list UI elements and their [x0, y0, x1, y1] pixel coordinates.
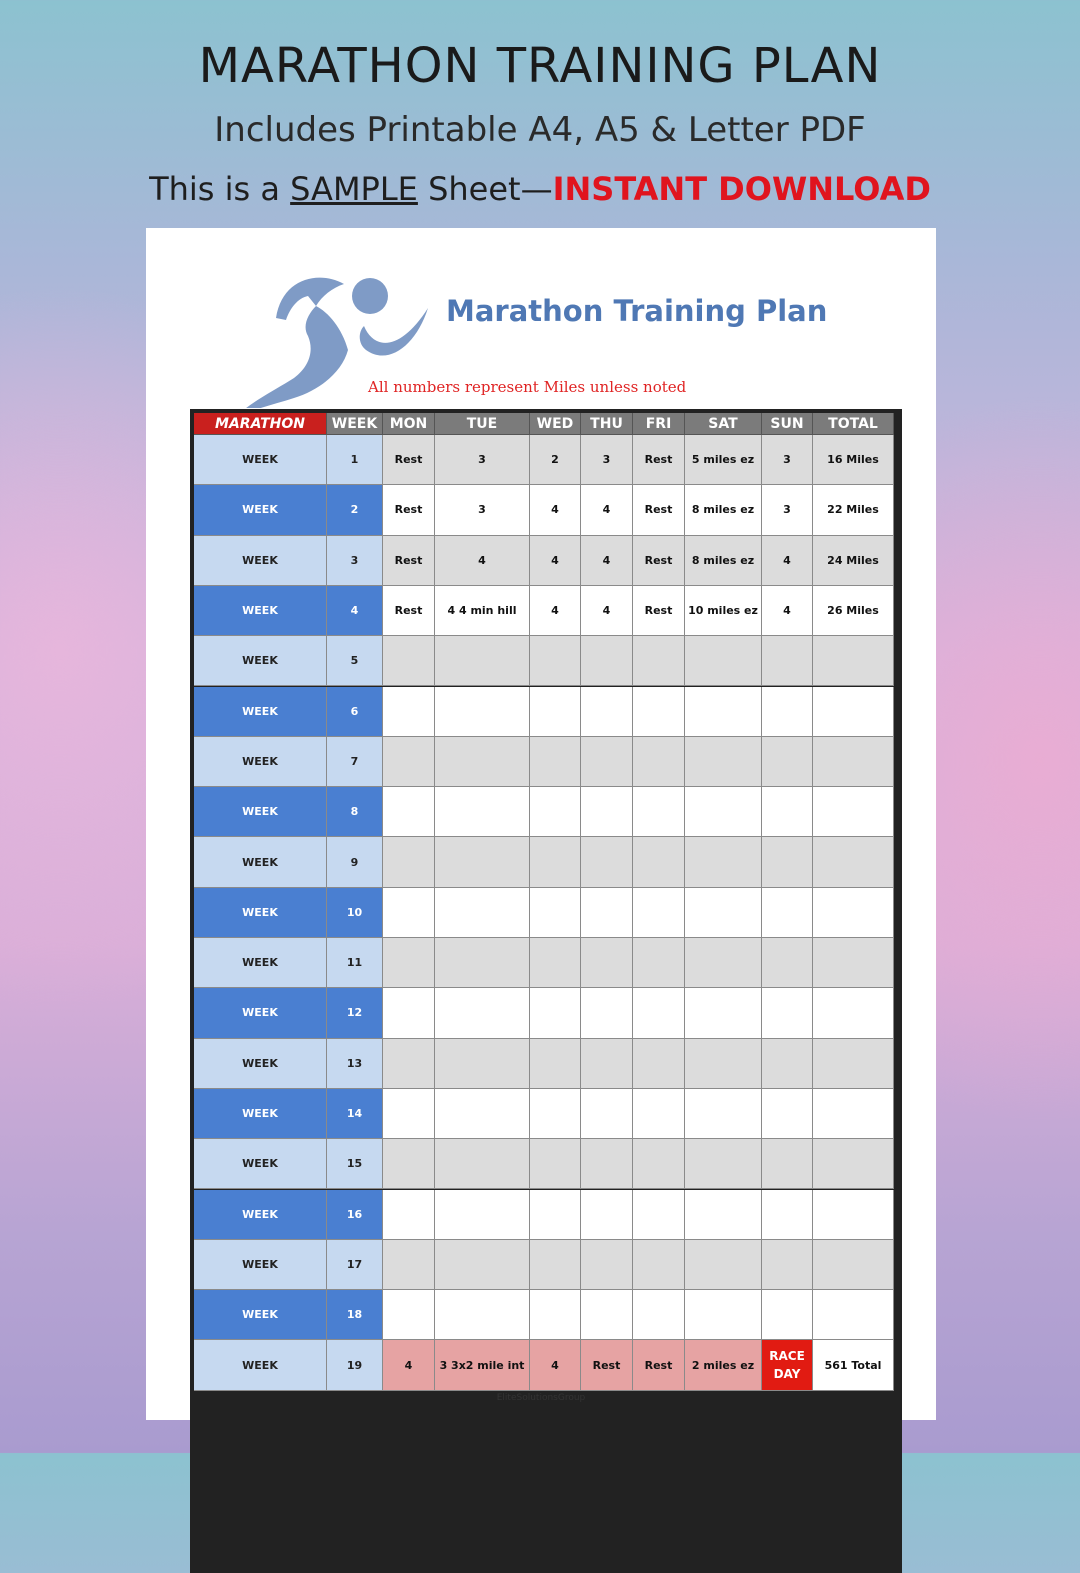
day-cell-thu: [581, 737, 633, 787]
header-thu: THU: [581, 413, 633, 435]
day-cell-sun: 3: [762, 485, 813, 535]
week-number: 19: [327, 1340, 383, 1390]
day-cell-sat: [685, 888, 762, 938]
week-label: WEEK: [194, 586, 327, 636]
day-cell-tue: [435, 1139, 530, 1189]
day-cell-sun: [762, 938, 813, 988]
day-cell-thu: [581, 938, 633, 988]
day-cell-total: [813, 636, 894, 686]
day-cell-fri: [633, 1089, 685, 1139]
week-label: WEEK: [194, 1340, 327, 1390]
day-cell-total: [813, 787, 894, 837]
day-cell-sat: [685, 687, 762, 737]
day-cell-sat: [685, 737, 762, 787]
day-cell-wed: [530, 1039, 581, 1089]
week-number: 12: [327, 988, 383, 1038]
header-sun: SUN: [762, 413, 813, 435]
day-cell-wed: [530, 988, 581, 1038]
day-cell-sun: [762, 636, 813, 686]
hero-sample-line: [0, 170, 1080, 208]
hero-subtitle: Includes Printable A4, A5 & Letter PDF: [214, 110, 866, 150]
day-cell-wed: 4: [530, 1340, 581, 1390]
day-cell-tue: [435, 636, 530, 686]
day-cell-wed: [530, 1139, 581, 1189]
day-cell-total: 561 Total: [813, 1340, 894, 1390]
day-cell-fri: [633, 988, 685, 1038]
day-cell-tue: [435, 1190, 530, 1240]
week-label: WEEK: [194, 837, 327, 887]
day-cell-mon: [383, 1290, 435, 1340]
week-label: WEEK: [194, 435, 327, 485]
week-number: 13: [327, 1039, 383, 1089]
day-cell-fri: Rest: [633, 485, 685, 535]
day-cell-sun: [762, 687, 813, 737]
week-label: WEEK: [194, 1089, 327, 1139]
week-number: 9: [327, 837, 383, 887]
week-label: WEEK: [194, 1190, 327, 1240]
day-cell-wed: [530, 1089, 581, 1139]
day-cell-fri: [633, 1240, 685, 1290]
day-cell-sun: [762, 1190, 813, 1240]
day-cell-mon: [383, 1139, 435, 1189]
week-label: WEEK: [194, 687, 327, 737]
day-cell-thu: 4: [581, 485, 633, 535]
day-cell-sat: 8 miles ez: [685, 485, 762, 535]
day-cell-mon: [383, 1089, 435, 1139]
header-marathon: MARATHON: [194, 413, 327, 435]
day-cell-sun: [762, 1290, 813, 1340]
day-cell-fri: [633, 737, 685, 787]
day-cell-sun: [762, 837, 813, 887]
day-cell-tue: [435, 938, 530, 988]
day-cell-tue: [435, 1240, 530, 1290]
week-label: WEEK: [194, 1290, 327, 1340]
day-cell-sat: 2 miles ez: [685, 1340, 762, 1390]
day-cell-thu: Rest: [581, 1340, 633, 1390]
week-label: WEEK: [194, 536, 327, 586]
day-cell-sun: 3: [762, 435, 813, 485]
week-label: WEEK: [194, 737, 327, 787]
day-cell-total: [813, 988, 894, 1038]
day-cell-total: [813, 687, 894, 737]
day-cell-mon: [383, 737, 435, 787]
day-cell-tue: [435, 1089, 530, 1139]
day-cell-total: [813, 1290, 894, 1340]
day-cell-mon: [383, 636, 435, 686]
day-cell-fri: [633, 636, 685, 686]
day-cell-sun: [762, 1139, 813, 1189]
day-cell-wed: 4: [530, 536, 581, 586]
week-label: WEEK: [194, 1039, 327, 1089]
week-label: WEEK: [194, 988, 327, 1038]
day-cell-mon: [383, 888, 435, 938]
day-cell-wed: [530, 687, 581, 737]
day-cell-mon: Rest: [383, 435, 435, 485]
day-cell-sun: [762, 1039, 813, 1089]
day-cell-mon: [383, 687, 435, 737]
day-cell-tue: 3: [435, 485, 530, 535]
day-cell-fri: Rest: [633, 435, 685, 485]
week-number: 8: [327, 787, 383, 837]
week-number: 11: [327, 938, 383, 988]
day-cell-thu: [581, 1139, 633, 1189]
day-cell-wed: [530, 787, 581, 837]
week-number: 18: [327, 1290, 383, 1340]
day-cell-thu: [581, 1039, 633, 1089]
day-cell-sat: [685, 988, 762, 1038]
day-cell-thu: [581, 1240, 633, 1290]
header-fri: FRI: [633, 413, 685, 435]
day-cell-total: [813, 737, 894, 787]
week-number: 2: [327, 485, 383, 535]
day-cell-fri: [633, 888, 685, 938]
day-cell-wed: [530, 837, 581, 887]
header-week: WEEK: [327, 413, 383, 435]
week-number: 17: [327, 1240, 383, 1290]
day-cell-fri: [633, 1039, 685, 1089]
day-cell-mon: [383, 988, 435, 1038]
day-cell-thu: [581, 837, 633, 887]
hero-line-prefix: This is a: [149, 170, 291, 208]
day-cell-fri: Rest: [633, 1340, 685, 1390]
day-cell-thu: [581, 636, 633, 686]
day-cell-mon: Rest: [383, 586, 435, 636]
sample-sheet: [146, 228, 936, 1420]
week-number: 16: [327, 1190, 383, 1240]
day-cell-thu: [581, 988, 633, 1038]
week-number: 4: [327, 586, 383, 636]
day-cell-sun: [762, 787, 813, 837]
day-cell-mon: [383, 1039, 435, 1089]
day-cell-mon: Rest: [383, 485, 435, 535]
week-label: WEEK: [194, 888, 327, 938]
day-cell-tue: [435, 837, 530, 887]
day-cell-total: [813, 837, 894, 887]
day-cell-wed: [530, 1240, 581, 1290]
day-cell-total: 22 Miles: [813, 485, 894, 535]
day-cell-sun: [762, 1089, 813, 1139]
header-mon: MON: [383, 413, 435, 435]
header-tue: TUE: [435, 413, 530, 435]
week-label: WEEK: [194, 1139, 327, 1189]
day-cell-sat: [685, 1290, 762, 1340]
day-cell-sun: [762, 888, 813, 938]
day-cell-total: [813, 1139, 894, 1189]
units-note: All numbers represent Miles unless noted: [368, 378, 687, 396]
day-cell-tue: [435, 687, 530, 737]
week-number: 3: [327, 536, 383, 586]
day-cell-sat: 8 miles ez: [685, 536, 762, 586]
day-cell-tue: 4: [435, 536, 530, 586]
hero-title: MARATHON TRAINING PLAN: [198, 38, 882, 94]
day-cell-sat: [685, 1139, 762, 1189]
day-cell-fri: [633, 938, 685, 988]
day-cell-total: [813, 1039, 894, 1089]
header-wed: WED: [530, 413, 581, 435]
day-cell-mon: [383, 787, 435, 837]
day-cell-tue: 3 3x2 mile int: [435, 1340, 530, 1390]
day-cell-mon: [383, 1190, 435, 1240]
day-cell-wed: [530, 1290, 581, 1340]
day-cell-mon: Rest: [383, 536, 435, 586]
day-cell-thu: [581, 1190, 633, 1240]
day-cell-tue: [435, 1039, 530, 1089]
sheet-title: Marathon Training Plan: [446, 294, 828, 328]
day-cell-wed: 2: [530, 435, 581, 485]
day-cell-sat: 5 miles ez: [685, 435, 762, 485]
day-cell-wed: [530, 737, 581, 787]
day-cell-thu: 3: [581, 435, 633, 485]
day-cell-wed: [530, 888, 581, 938]
sheet-footer: EliteSolutionsGroup: [496, 1393, 586, 1403]
day-cell-thu: [581, 1290, 633, 1340]
day-cell-sat: [685, 636, 762, 686]
day-cell-sat: 10 miles ez: [685, 586, 762, 636]
day-cell-total: 16 Miles: [813, 435, 894, 485]
day-cell-fri: [633, 787, 685, 837]
day-cell-tue: [435, 988, 530, 1038]
day-cell-wed: [530, 1190, 581, 1240]
header-sat: SAT: [685, 413, 762, 435]
day-cell-fri: Rest: [633, 586, 685, 636]
day-cell-wed: 4: [530, 586, 581, 636]
day-cell-tue: 3: [435, 435, 530, 485]
day-cell-total: [813, 1089, 894, 1139]
week-label: WEEK: [194, 787, 327, 837]
day-cell-fri: Rest: [633, 536, 685, 586]
day-cell-sun: [762, 1240, 813, 1290]
week-label: WEEK: [194, 1240, 327, 1290]
day-cell-mon: [383, 837, 435, 887]
day-cell-total: [813, 1240, 894, 1290]
week-number: 10: [327, 888, 383, 938]
week-number: 14: [327, 1089, 383, 1139]
day-cell-sat: [685, 1190, 762, 1240]
week-number: 6: [327, 687, 383, 737]
race-day-badge: RACE DAY: [762, 1340, 813, 1390]
header-total: TOTAL: [813, 413, 894, 435]
day-cell-sat: [685, 1089, 762, 1139]
week-label: WEEK: [194, 636, 327, 686]
day-cell-sun: 4: [762, 586, 813, 636]
day-cell-sat: [685, 837, 762, 887]
day-cell-total: 26 Miles: [813, 586, 894, 636]
day-cell-thu: 4: [581, 586, 633, 636]
day-cell-sat: [685, 1039, 762, 1089]
week-label: WEEK: [194, 485, 327, 535]
day-cell-mon: 4: [383, 1340, 435, 1390]
day-cell-wed: [530, 938, 581, 988]
day-cell-thu: [581, 787, 633, 837]
day-cell-tue: [435, 737, 530, 787]
day-cell-wed: [530, 636, 581, 686]
day-cell-fri: [633, 1139, 685, 1189]
day-cell-total: [813, 888, 894, 938]
day-cell-wed: 4: [530, 485, 581, 535]
day-cell-tue: [435, 1290, 530, 1340]
week-number: 5: [327, 636, 383, 686]
day-cell-sat: [685, 938, 762, 988]
day-cell-mon: [383, 1240, 435, 1290]
hero-line-mid: Sheet—: [417, 170, 553, 208]
day-cell-fri: [633, 837, 685, 887]
day-cell-thu: 4: [581, 536, 633, 586]
day-cell-thu: [581, 1089, 633, 1139]
day-cell-sun: [762, 737, 813, 787]
hero-line-sample: SAMPLE: [290, 170, 418, 208]
day-cell-fri: [633, 687, 685, 737]
week-number: 15: [327, 1139, 383, 1189]
day-cell-sun: [762, 988, 813, 1038]
day-cell-total: 24 Miles: [813, 536, 894, 586]
day-cell-tue: [435, 888, 530, 938]
day-cell-total: [813, 938, 894, 988]
day-cell-tue: [435, 787, 530, 837]
day-cell-mon: [383, 938, 435, 988]
instant-download-label: INSTANT DOWNLOAD: [552, 170, 931, 208]
day-cell-sat: [685, 1240, 762, 1290]
day-cell-tue: 4 4 min hill: [435, 586, 530, 636]
week-number: 1: [327, 435, 383, 485]
day-cell-fri: [633, 1290, 685, 1340]
day-cell-thu: [581, 888, 633, 938]
day-cell-thu: [581, 687, 633, 737]
week-number: 7: [327, 737, 383, 787]
day-cell-sun: 4: [762, 536, 813, 586]
day-cell-sat: [685, 787, 762, 837]
day-cell-fri: [633, 1190, 685, 1240]
week-label: WEEK: [194, 938, 327, 988]
day-cell-total: [813, 1190, 894, 1240]
